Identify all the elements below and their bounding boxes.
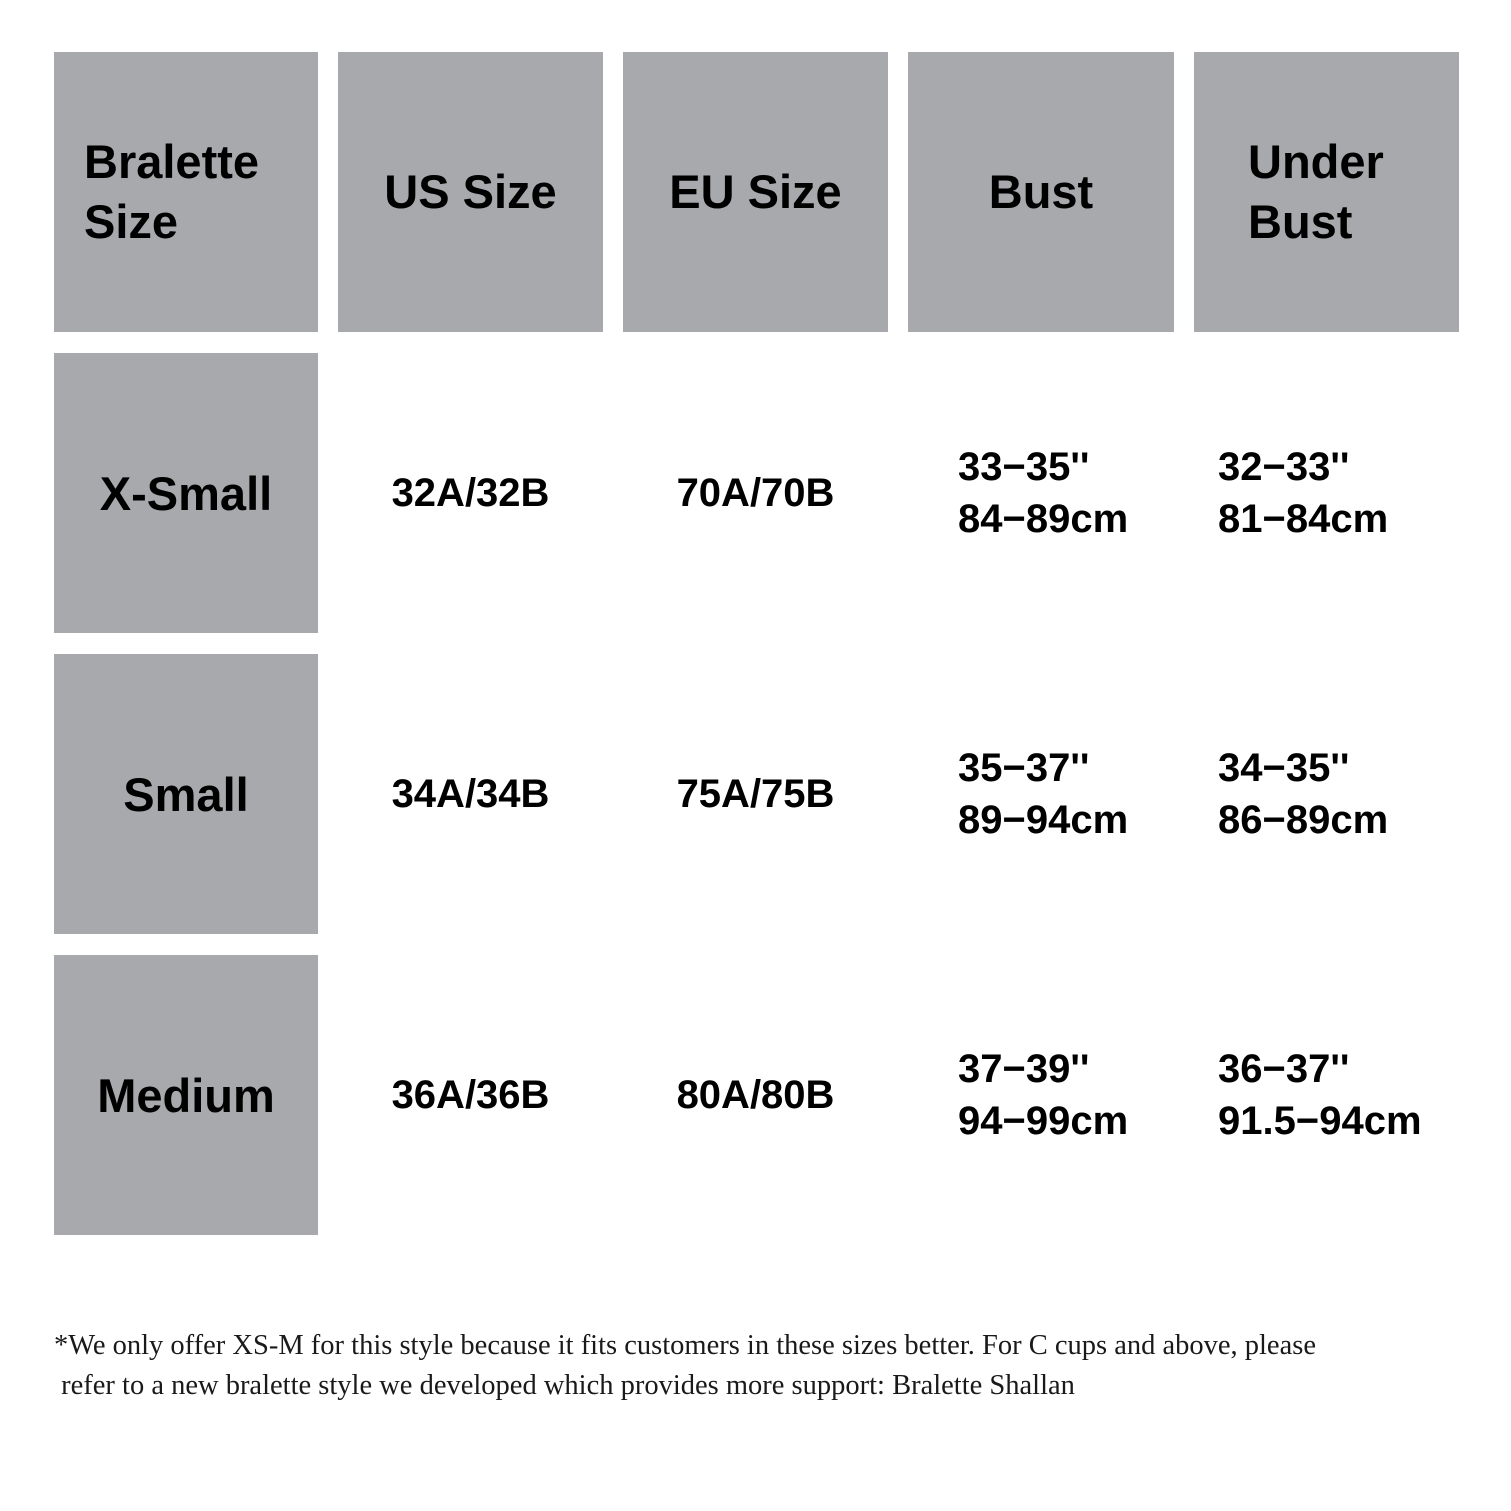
bust-x-small: 33−35'' 84−89cm xyxy=(958,445,1129,541)
footnote xyxy=(54,1326,1474,1406)
row-label-medium: Medium xyxy=(54,955,318,1235)
eu-size-medium: 80A/80B xyxy=(676,1073,835,1117)
eu-size-small: 75A/75B xyxy=(676,772,835,816)
us-size-x-small: 32A/32B xyxy=(391,471,550,515)
eu-size-x-small: 70A/70B xyxy=(676,471,835,515)
bust-medium: 37−39'' 94−99cm xyxy=(958,1047,1129,1143)
header-bust: Bust xyxy=(908,52,1174,332)
header-eu-size: EU Size xyxy=(623,52,888,332)
under-bust-x-small: 32−33'' 81−84cm xyxy=(1218,445,1389,541)
header-us-size: US Size xyxy=(338,52,603,332)
bust-small: 35−37'' 89−94cm xyxy=(958,746,1129,842)
under-bust-medium: 36−37'' 91.5−94cm xyxy=(1218,1047,1422,1143)
header-under-bust: Under Bust xyxy=(1194,52,1459,332)
row-label-x-small: X-Small xyxy=(54,353,318,633)
footnote-line-2: refer to a new bralette style we developed which provides more support: Bralette Shallan xyxy=(54,1370,1075,1401)
footnote-line-1: *We only offer XS-M for this style because it fits customers in these sizes better. For C cups and above, please xyxy=(54,1330,1316,1361)
header-bralette-size: Bralette Size xyxy=(54,52,318,332)
row-label-small: Small xyxy=(54,654,318,934)
us-size-small: 34A/34B xyxy=(391,772,550,816)
us-size-medium: 36A/36B xyxy=(391,1073,550,1117)
under-bust-small: 34−35'' 86−89cm xyxy=(1218,746,1389,842)
